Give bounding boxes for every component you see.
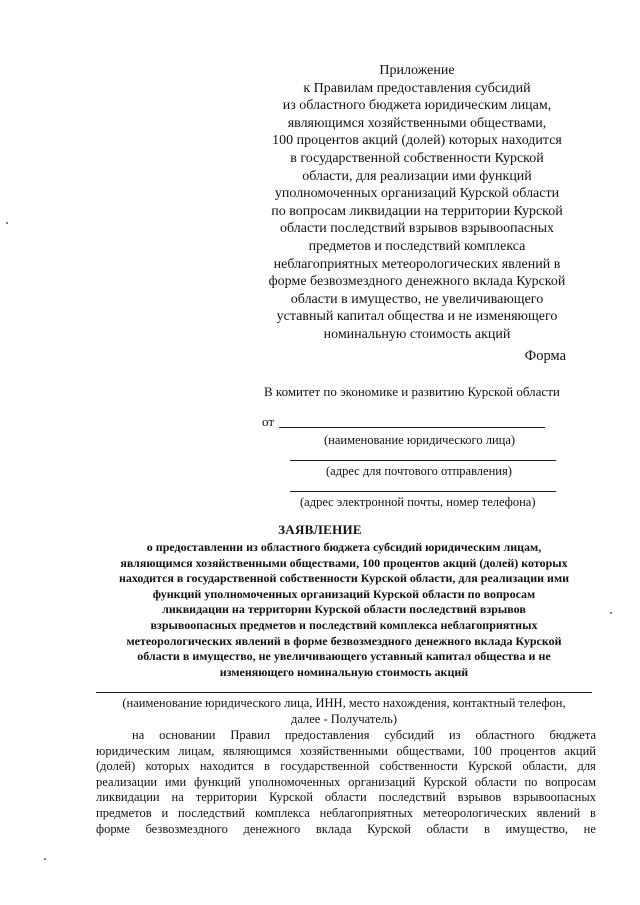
body-word: взрывов bbox=[457, 790, 502, 805]
subject-line: являющимся хозяйственными обществами, 100 процентов акций (долей) которых bbox=[120, 555, 568, 570]
body-word: Правил bbox=[230, 728, 270, 742]
body-word: находится bbox=[199, 759, 254, 774]
body-word: для bbox=[577, 759, 596, 774]
appendix-header bbox=[244, 62, 590, 344]
recipient-caption-line: (наименование юридического лица, ИНН, место нахождения, контактный телефон, bbox=[122, 696, 566, 710]
body-word: функций bbox=[194, 774, 241, 789]
from-field bbox=[262, 414, 274, 430]
subject-line: метеорологических явлений в форме безвозмездного денежного вклада Курской bbox=[126, 633, 562, 648]
appendix-line: в государственной собственности Курской bbox=[290, 150, 544, 166]
body-word: лицам, bbox=[178, 743, 215, 758]
subject-line: изменяющего номинальную стоимость акций bbox=[219, 664, 469, 679]
appendix-line: области последствий взрывов взрывоопасных bbox=[280, 221, 554, 237]
appendix-line: Приложение bbox=[379, 63, 455, 78]
appendix-line: уставный капитал общества и не изменяющего bbox=[276, 309, 558, 325]
body-word: области, bbox=[522, 759, 568, 774]
body-word: на bbox=[171, 790, 184, 805]
body-word: Курской bbox=[367, 821, 411, 836]
body-word: ликвидации bbox=[96, 790, 160, 805]
subject-line: взрывоопасных предметов и последствий комплекса неблагоприятных bbox=[150, 617, 538, 632]
body-word: собственности bbox=[379, 759, 458, 774]
document-title: ЗАЯВЛЕНИЕ bbox=[278, 522, 362, 537]
appendix-line: уполномоченных организаций Курской области bbox=[274, 186, 560, 202]
body-line bbox=[96, 728, 596, 744]
body-paragraph bbox=[96, 728, 596, 837]
body-word: денежного bbox=[243, 821, 301, 836]
body-line bbox=[96, 759, 596, 775]
subject-line: находится в государственной собственности Курской области, для реализации ими bbox=[118, 571, 570, 586]
from-blank-line bbox=[279, 427, 545, 428]
body-word: метеорологических bbox=[422, 805, 527, 820]
body-word: вопросам bbox=[545, 774, 596, 789]
body-line bbox=[96, 790, 596, 806]
body-word: (долей) bbox=[96, 759, 136, 774]
body-line bbox=[96, 806, 596, 822]
body-word: из bbox=[448, 728, 461, 742]
scan-speck bbox=[610, 612, 612, 614]
scan-speck bbox=[6, 222, 8, 224]
body-word: территории bbox=[195, 790, 258, 805]
form-label: Форма bbox=[524, 348, 566, 364]
body-word: субсидий bbox=[384, 728, 435, 742]
appendix-line: номинальную стоимость акций bbox=[323, 326, 511, 342]
body-word: комплекса bbox=[254, 805, 310, 820]
legal-entity-name-caption: (наименование юридического лица) bbox=[324, 433, 516, 447]
appendix-line: являющимся хозяйственными обществами, bbox=[287, 115, 547, 131]
scan-speck bbox=[44, 858, 46, 860]
body-word: области bbox=[324, 790, 367, 805]
appendix-line: неблагоприятных метеорологических явлений в bbox=[273, 256, 561, 272]
body-line bbox=[96, 775, 596, 791]
appendix-line: 100 процентов акций (долей) которых находится bbox=[272, 133, 562, 149]
body-word: Курской bbox=[468, 759, 512, 774]
body-word: процентов bbox=[500, 743, 556, 758]
subject-line: области в имущество, не увеличивающего уставный капитал общества и не bbox=[137, 649, 551, 664]
subject-line: функций уполномоченных организаций Курской области по вопросам bbox=[152, 586, 536, 601]
body-word: юридическим bbox=[96, 743, 170, 758]
body-word: акций bbox=[564, 743, 596, 758]
appendix-line: форме безвозмездного денежного вклада Курской bbox=[268, 274, 566, 290]
body-line bbox=[96, 822, 596, 838]
body-word: Курской bbox=[423, 774, 468, 789]
body-word: области bbox=[426, 821, 469, 836]
body-word: имущество, bbox=[505, 821, 569, 836]
body-word: взрывоопасных bbox=[513, 790, 596, 805]
body-word: обществами, bbox=[396, 743, 465, 758]
email-phone-caption: (адрес электронной почты, номер телефона) bbox=[300, 495, 536, 509]
body-word: вклада bbox=[315, 821, 352, 836]
body-word: явлений bbox=[536, 805, 581, 820]
recipient-blank-line bbox=[96, 692, 592, 693]
body-word: последствий bbox=[178, 805, 246, 820]
subject-line: ликвидации на территории Курской области последствий взрывов bbox=[162, 602, 526, 617]
body-word: неблагоприятных bbox=[319, 805, 413, 820]
body-word: которых bbox=[145, 759, 190, 774]
body-word: в bbox=[483, 821, 490, 836]
body-word: форме bbox=[96, 821, 130, 836]
body-word: области bbox=[474, 774, 517, 789]
recipient-caption bbox=[96, 696, 592, 727]
appendix-line: к Правилам предоставления субсидий bbox=[303, 80, 531, 96]
body-word: областного bbox=[475, 728, 535, 742]
recipient-caption-line: далее - Получатель) bbox=[291, 711, 397, 726]
appendix-line: предметов и последствий комплекса bbox=[308, 238, 526, 254]
body-word: предметов bbox=[96, 805, 152, 820]
appendix-line: по вопросам ликвидации на территории Курской bbox=[271, 203, 563, 219]
email-phone-line bbox=[290, 491, 556, 492]
body-word: государственной bbox=[280, 759, 370, 774]
from-label: от bbox=[262, 414, 275, 429]
body-word: последствий bbox=[378, 790, 446, 805]
body-word: безвозмездного bbox=[145, 821, 228, 836]
body-word: по bbox=[524, 774, 538, 789]
postal-address-line bbox=[290, 460, 556, 461]
body-word: предоставления bbox=[284, 728, 370, 742]
body-word: и bbox=[161, 805, 169, 820]
addressee: В комитет по экономике и развитию Курской области bbox=[264, 384, 560, 399]
body-word: в bbox=[590, 805, 596, 820]
body-word: являющимся bbox=[222, 743, 292, 758]
body-word: бюджета bbox=[549, 728, 596, 742]
body-word: Курской bbox=[269, 790, 313, 805]
body-word: ими bbox=[164, 774, 187, 789]
body-word: в bbox=[264, 759, 270, 774]
body-word: не bbox=[583, 821, 596, 836]
subject-line: о предоставлении из областного бюджета субсидий юридическим лицам, bbox=[146, 540, 542, 554]
body-word: организаций bbox=[348, 774, 416, 789]
body-word: 100 bbox=[472, 743, 492, 758]
body-word: основании bbox=[159, 728, 216, 742]
postal-address-caption: (адрес для почтового отправления) bbox=[326, 464, 512, 478]
appendix-line: из областного бюджета юридическим лицам, bbox=[282, 98, 552, 114]
body-word: хозяйственными bbox=[299, 743, 388, 758]
appendix-line: области в имущество, не увеличивающего bbox=[290, 291, 544, 307]
application-subject bbox=[96, 540, 592, 680]
body-word: уполномоченных bbox=[248, 774, 341, 789]
appendix-line: области, для реализации ими функций bbox=[302, 168, 532, 184]
body-word: реализации bbox=[96, 774, 158, 789]
body-word: на bbox=[132, 728, 145, 742]
body-line bbox=[96, 744, 596, 760]
